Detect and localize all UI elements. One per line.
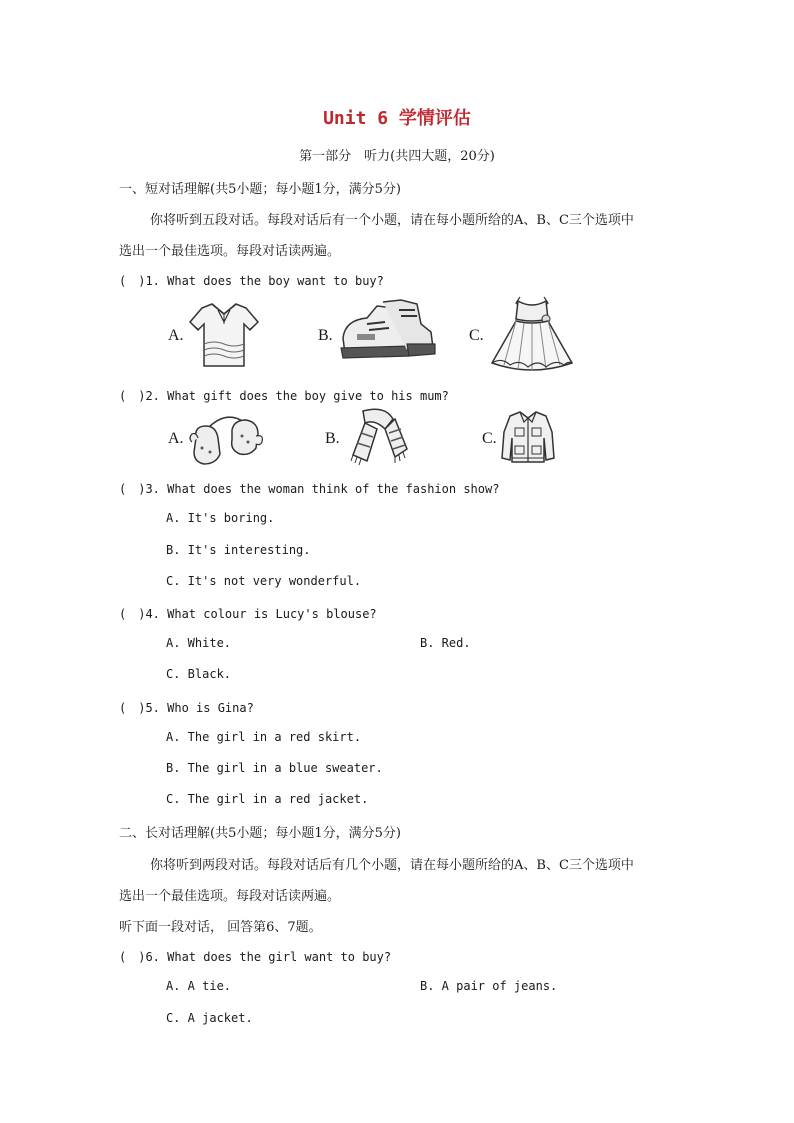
polo-shirt-icon (188, 300, 260, 370)
q6-option-c: C. A jacket. (166, 1011, 253, 1025)
q3-option-c: C. It's not very wonderful. (166, 574, 362, 588)
q2-option-c-label: C. (482, 430, 497, 447)
q4-option-b: B. Red. (420, 636, 471, 650)
q5-option-a: A. The girl in a red skirt. (166, 730, 362, 744)
q6-option-a: A. A tie. (166, 979, 232, 993)
q5-option-b: B. The girl in a blue sweater. (166, 761, 383, 775)
q2-option-a-label: A. (168, 430, 184, 447)
q4-option-c: C. Black. (166, 667, 232, 681)
question-5: ( )5. Who is Gina? (119, 701, 254, 715)
section2-instructions-line2: 选出一个最佳选项。每段对话读两遍。 (119, 889, 341, 904)
question-4: ( )4. What colour is Lucy's blouse? (119, 607, 377, 621)
q5-option-c: C. The girl in a red jacket. (166, 792, 369, 806)
q4-option-a: A. White. (166, 636, 232, 650)
section2-instructions-line1: 你将听到两段对话。每段对话后有几个小题，请在每小题所给的A、B、C三个选项中 (150, 858, 634, 873)
section2-heading: 二、长对话理解(共5小题；每小题1分，满分5分) (119, 826, 401, 841)
q1-option-b-label: B. (318, 327, 333, 344)
question-6: ( )6. What does the girl want to buy? (119, 950, 392, 964)
scarf-icon (345, 405, 409, 465)
question-2: ( )2. What gift does the boy give to his mum? (119, 389, 449, 403)
q2-option-b-label: B. (325, 430, 340, 447)
section1-instructions-line1: 你将听到五段对话。每段对话后有一个小题，请在每小题所给的A、B、C三个选项中 (150, 213, 634, 228)
part-heading: 第一部分 听力(共四大题，20分) (299, 149, 495, 164)
page-title: Unit 6 学情评估 (323, 108, 471, 129)
section1-instructions-line2: 选出一个最佳选项。每段对话读两遍。 (119, 244, 341, 259)
mittens-icon (188, 408, 266, 466)
section2-lead: 听下面一段对话， 回答第6、7题。 (119, 920, 322, 935)
q1-option-a-label: A. (168, 327, 184, 344)
jacket-icon (500, 408, 556, 464)
question-3: ( )3. What does the woman think of the fashion show? (119, 482, 500, 496)
q1-option-c-label: C. (469, 327, 484, 344)
q6-option-b: B. A pair of jeans. (420, 979, 558, 993)
dress-icon (488, 293, 576, 373)
question-1: ( )1. What does the boy want to buy? (119, 274, 384, 288)
section1-heading: 一、短对话理解(共5小题；每小题1分，满分5分) (119, 182, 401, 197)
q3-option-a: A. It's boring. (166, 511, 275, 525)
q3-option-b: B. It's interesting. (166, 543, 311, 557)
sneakers-icon (337, 298, 437, 364)
